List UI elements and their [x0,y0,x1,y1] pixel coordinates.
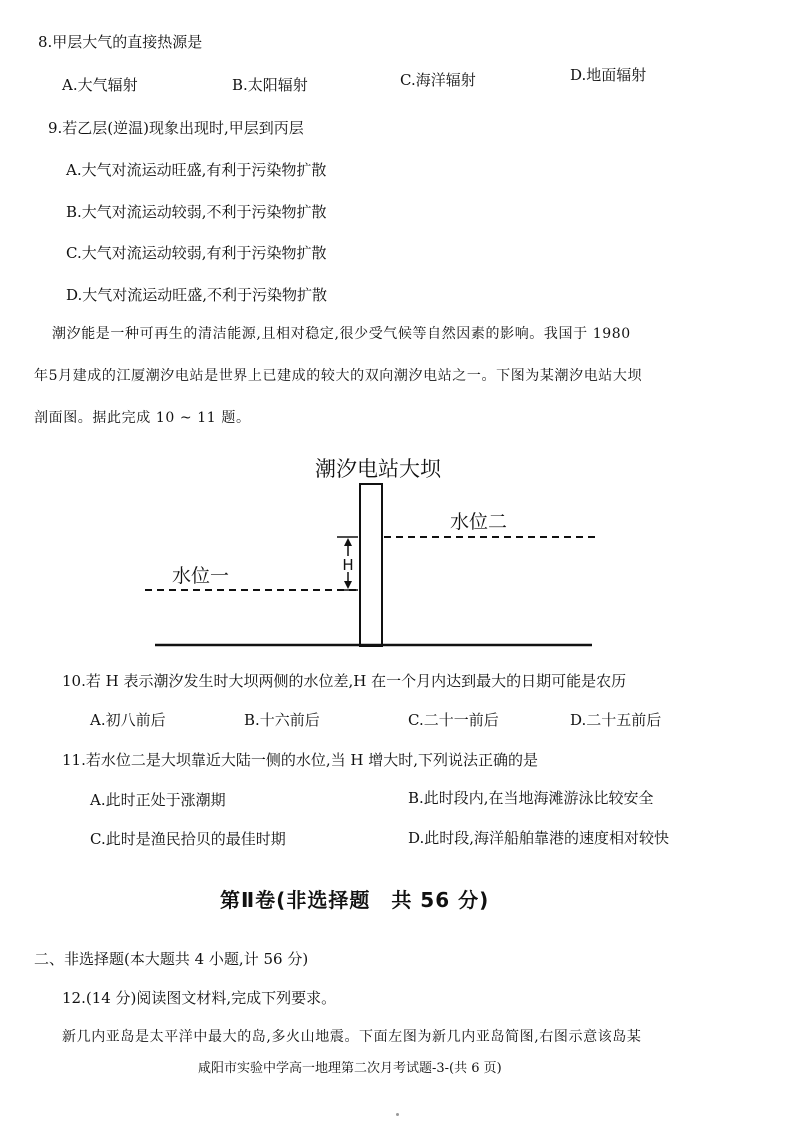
passage-line-1: 潮汐能是一种可再生的清洁能源,且相对稳定,很少受气候等自然因素的影响。我国于 1980 [52,326,631,342]
q10-option-c: C.二十一前后 [408,711,499,729]
q11-option-c: C.此时是渔民拾贝的最佳时期 [90,830,286,848]
q8-option-c: C.海洋辐射 [400,71,476,89]
q10-option-d: D.二十五前后 [570,711,662,729]
section-2-subheading: 二、非选择题(本大题共 4 小题,计 56 分) [34,950,309,968]
q11-stem: 11.若水位二是大坝靠近大陆一侧的水位,当 H 增大时,下列说法正确的是 [62,751,539,769]
q8-option-a: A.大气辐射 [62,76,138,94]
q9-option-d: D.大气对流运动旺盛,不利于污染物扩散 [66,286,328,304]
page-footer: 咸阳市实验中学高一地理第二次月考试题-3-(共 6 页) [198,1061,502,1076]
h-arrow-up [344,538,352,546]
q10-option-a: A.初八前后 [90,711,166,729]
h-label: H [342,556,354,574]
q9-option-a: A.大气对流运动旺盛,有利于污染物扩散 [66,161,327,179]
q8-stem: 8.甲层大气的直接热源是 [38,33,203,51]
q11-option-b: B.此时段内,在当地海滩游泳比较安全 [408,789,654,807]
diagram-title: 潮汐电站大坝 [315,457,441,481]
q12-stem: 12.(14 分)阅读图文材料,完成下列要求。 [62,989,337,1007]
q11-option-a: A.此时正处于涨潮期 [90,791,226,809]
page-dot [396,1113,399,1116]
q10-option-b: B.十六前后 [244,711,320,729]
water-level-2-label: 水位二 [450,511,508,533]
q8-option-b: B.太阳辐射 [232,76,308,94]
q8-option-d: D.地面辐射 [570,66,647,84]
water-level-1-label: 水位一 [172,565,230,587]
q11-option-d: D.此时段,海洋船舶靠港的速度相对较快 [408,829,670,847]
passage-line-2: 年5月建成的江厦潮汐电站是世界上已建成的较大的双向潮汐电站之一。下图为某潮汐电站大坝 [34,368,643,384]
q10-stem: 10.若 H 表示潮汐发生时大坝两侧的水位差,H 在一个月内达到最大的日期可能是农历 [62,672,627,690]
q9-option-b: B.大气对流运动较弱,不利于污染物扩散 [66,203,327,221]
h-arrow-down [344,581,352,589]
passage-line-3: 剖面图。据此完成 10 ~ 11 题。 [34,410,251,426]
tidal-dam-diagram [0,440,794,660]
dam [360,484,382,646]
q9-option-c: C.大气对流运动较弱,有利于污染物扩散 [66,244,327,262]
q9-stem: 9.若乙层(逆温)现象出现时,甲层到丙层 [48,119,304,137]
section-2-heading: 第Ⅱ卷(非选择题 共 56 分) [220,888,490,912]
q12-passage: 新几内亚岛是太平洋中最大的岛,多火山地震。下面左图为新几内亚岛简图,右图示意该岛某 [62,1029,642,1045]
